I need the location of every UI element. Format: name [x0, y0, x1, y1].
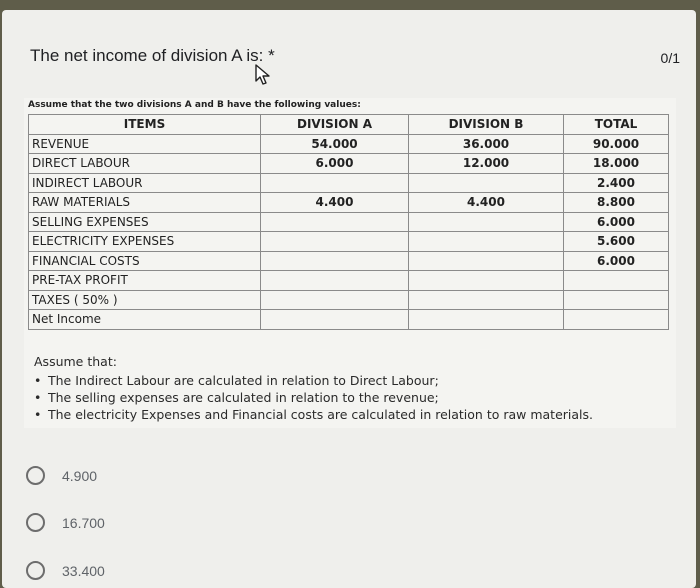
radio-button-icon[interactable]: [26, 513, 45, 532]
table-row: [29, 212, 669, 232]
table-header-row: [29, 115, 669, 135]
row-division-b: 36.000: [409, 134, 564, 154]
table-row: [29, 271, 669, 291]
list-item: • The Indirect Labour are calculated in relation to Direct Labour;: [32, 372, 593, 389]
row-division-a: [261, 173, 409, 193]
row-division-a: 6.000: [261, 154, 409, 174]
row-division-b: 12.000: [409, 154, 564, 174]
row-division-b: [409, 290, 564, 310]
header-division-b: DIVISION B: [409, 115, 564, 135]
required-mark: *: [268, 46, 275, 65]
table-row: [29, 173, 669, 193]
row-division-b: [409, 232, 564, 252]
row-total: 90.000: [564, 134, 669, 154]
row-division-b: [409, 251, 564, 271]
list-item: • The electricity Expenses and Financial costs are calculated in relation to raw materials.: [32, 406, 593, 423]
values-table: [28, 114, 669, 330]
table-row: [29, 290, 669, 310]
row-division-b: [409, 271, 564, 291]
row-item: PRE-TAX PROFIT: [29, 271, 261, 291]
row-item: SELLING EXPENSES: [29, 212, 261, 232]
table-row: [29, 134, 669, 154]
row-item: INDIRECT LABOUR: [29, 173, 261, 193]
table-row: [29, 310, 669, 330]
row-division-a: [261, 212, 409, 232]
option-label: 4.900: [62, 467, 98, 484]
row-division-a: [261, 271, 409, 291]
row-item: Net Income: [29, 310, 261, 330]
row-item: RAW MATERIALS: [29, 193, 261, 213]
row-total: 2.400: [564, 173, 669, 193]
row-total: 6.000: [564, 251, 669, 271]
row-division-a: 4.400: [261, 193, 409, 213]
question-text: The net income of division A is:: [30, 46, 264, 65]
row-division-b: [409, 212, 564, 232]
row-item: ELECTRICITY EXPENSES: [29, 232, 261, 252]
header-items: ITEMS: [29, 115, 261, 135]
table-row: [29, 154, 669, 174]
score-badge: 0/1: [660, 50, 680, 66]
radio-button-icon[interactable]: [26, 561, 45, 580]
row-total: 18.000: [564, 154, 669, 174]
table-row: [29, 232, 669, 252]
header-total: TOTAL: [564, 115, 669, 135]
row-total: 6.000: [564, 212, 669, 232]
row-division-b: [409, 173, 564, 193]
row-total: [564, 290, 669, 310]
row-division-a: [261, 310, 409, 330]
option-label: 33.400: [62, 562, 105, 579]
row-division-a: [261, 232, 409, 252]
row-total: [564, 271, 669, 291]
row-item: DIRECT LABOUR: [29, 154, 261, 174]
answer-option-2[interactable]: [26, 513, 105, 532]
row-item: FINANCIAL COSTS: [29, 251, 261, 271]
row-division-a: [261, 290, 409, 310]
table-row: [29, 251, 669, 271]
row-division-b: 4.400: [409, 193, 564, 213]
row-item: TAXES ( 50% ): [29, 290, 261, 310]
sheet-title: Assume that the two divisions A and B have the following values:: [28, 100, 361, 110]
assumptions-title: Assume that:: [34, 354, 117, 369]
row-division-a: [261, 251, 409, 271]
mouse-pointer-icon: [253, 62, 275, 86]
row-total: 8.800: [564, 193, 669, 213]
row-total: [564, 310, 669, 330]
radio-button-icon[interactable]: [26, 466, 45, 485]
row-division-b: [409, 310, 564, 330]
table-row: [29, 193, 669, 213]
row-item: REVENUE: [29, 134, 261, 154]
row-division-a: 54.000: [261, 134, 409, 154]
answer-option-1[interactable]: [26, 466, 97, 485]
header-division-a: DIVISION A: [261, 115, 409, 135]
option-label: 16.700: [62, 514, 105, 531]
answer-option-3[interactable]: [26, 561, 105, 580]
row-total: 5.600: [564, 232, 669, 252]
question-title: [30, 46, 275, 66]
list-item: • The selling expenses are calculated in relation to the revenue;: [32, 389, 593, 406]
assumptions-list: [32, 372, 593, 423]
